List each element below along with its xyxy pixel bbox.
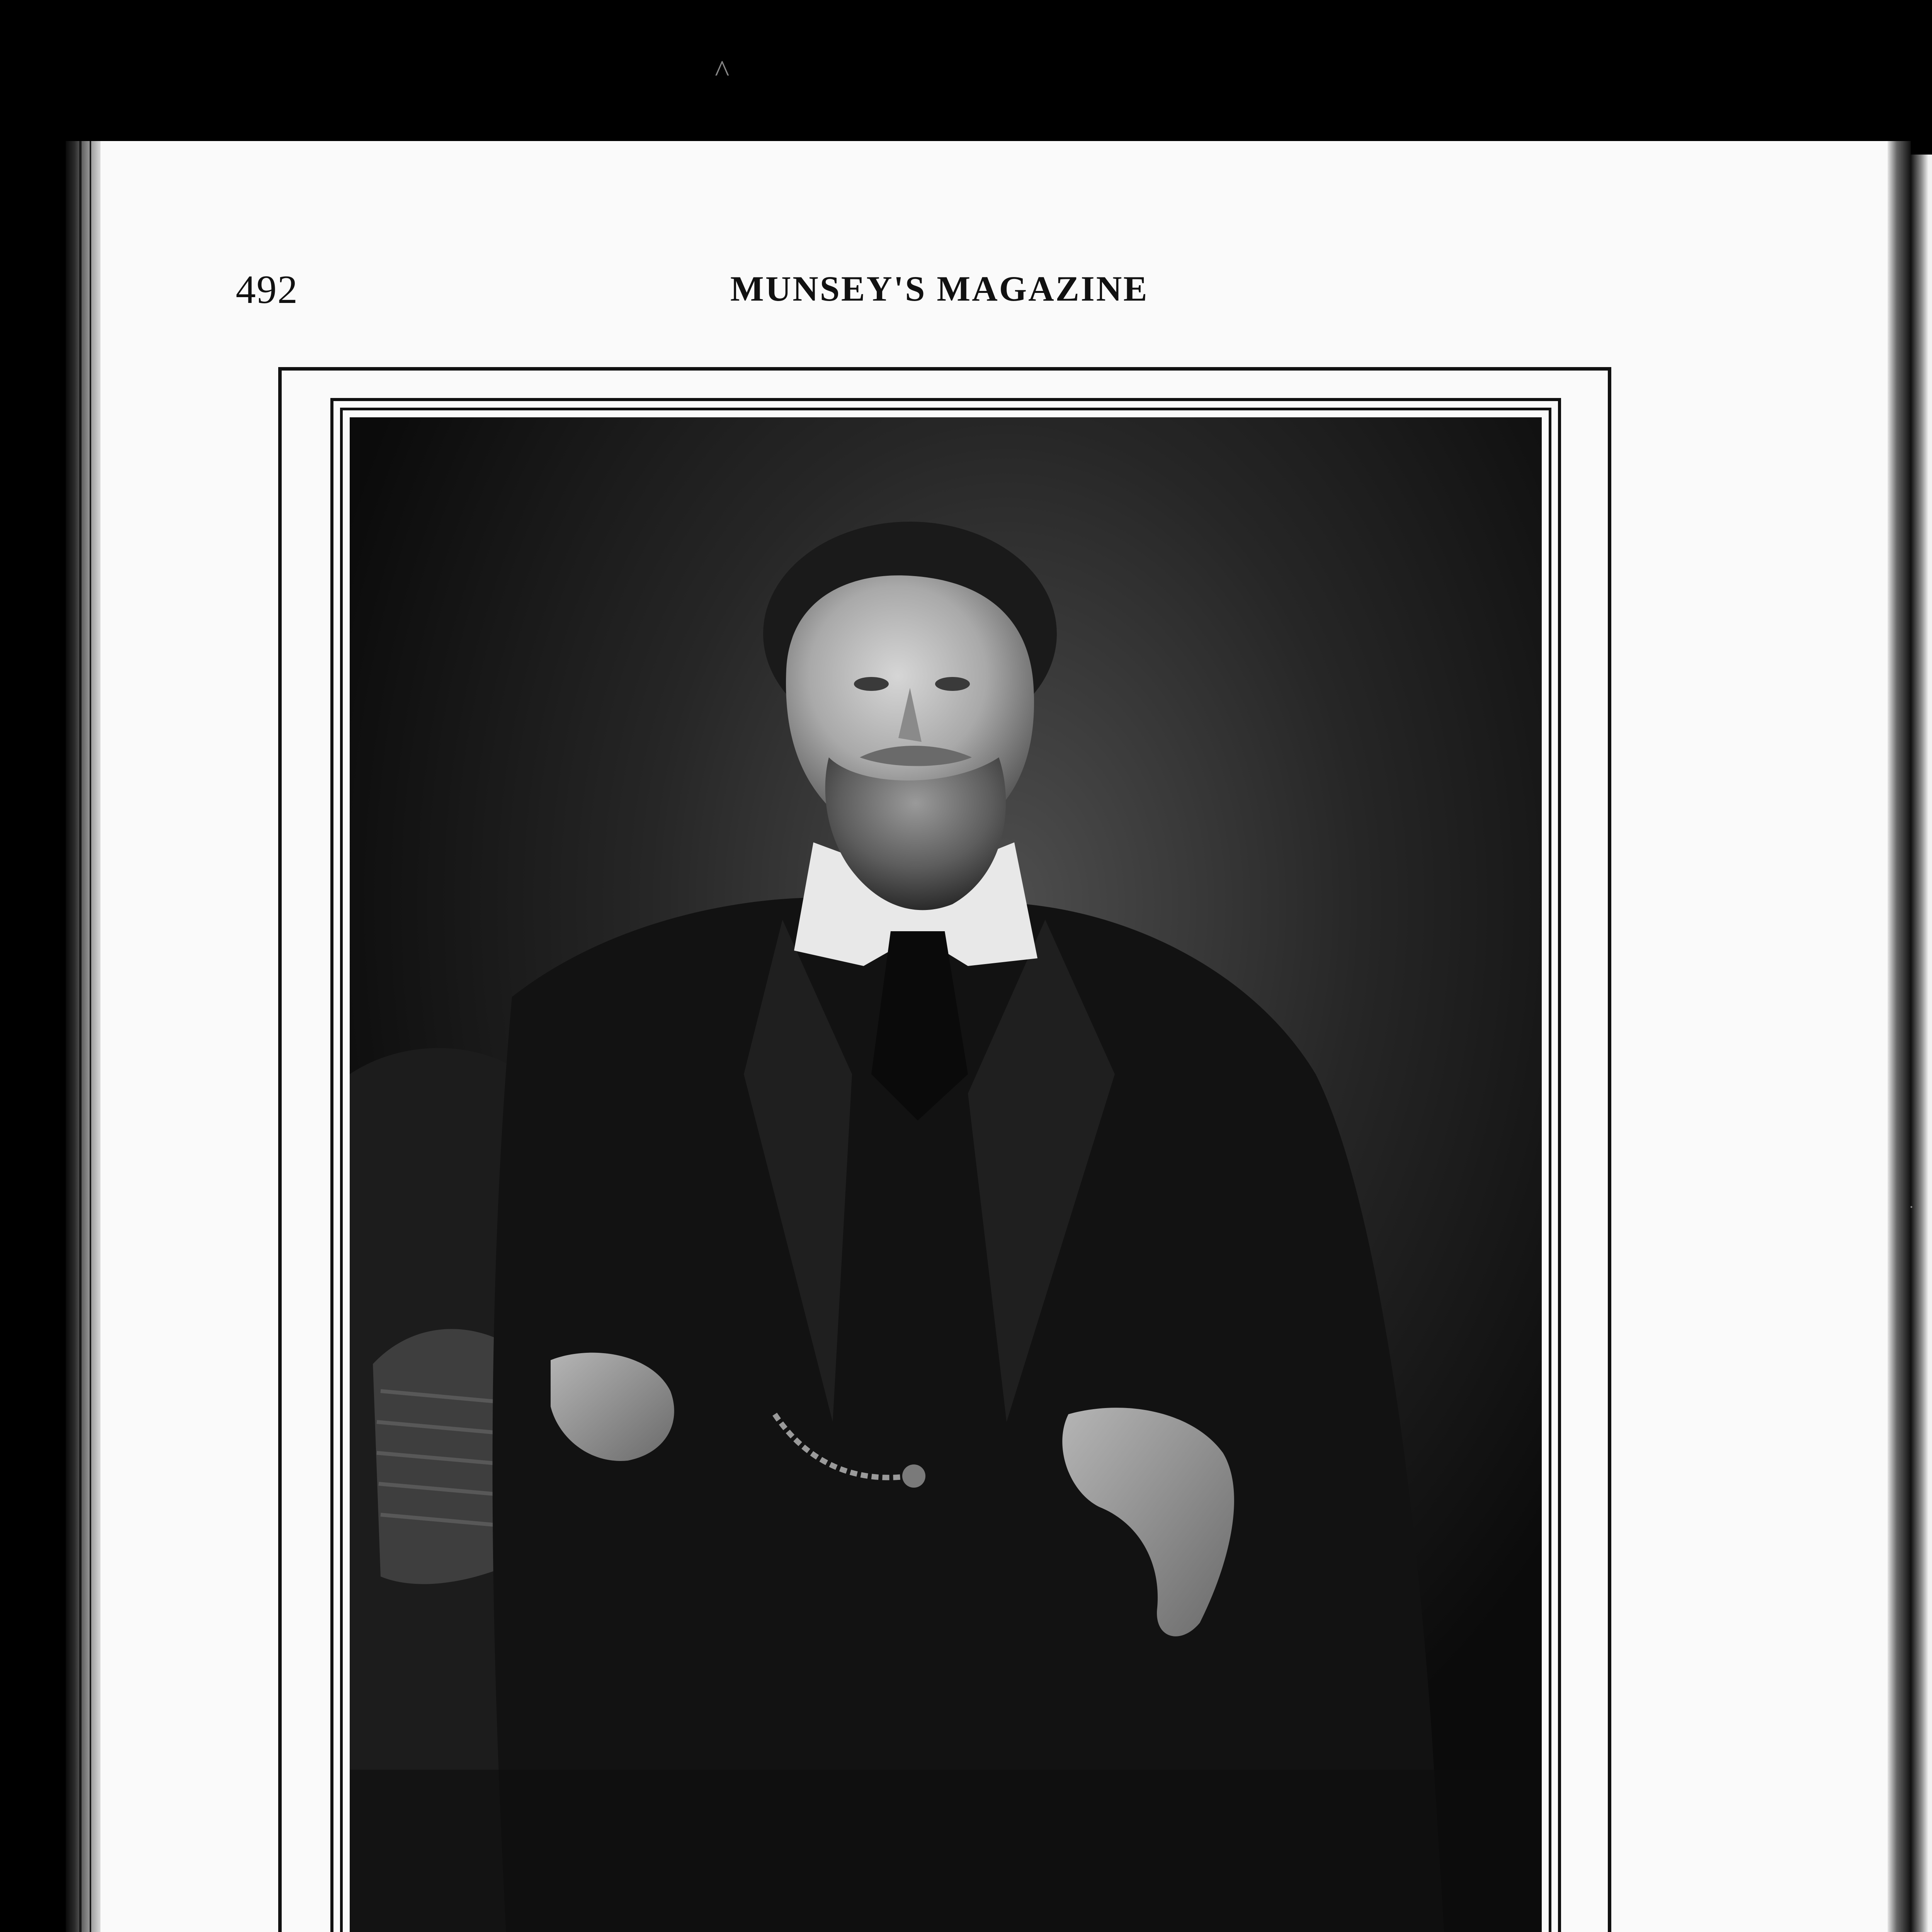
page-number: 492: [236, 267, 298, 312]
scan-speck: ·: [1909, 1198, 1914, 1216]
gutter-line: [90, 141, 91, 1932]
eye: [935, 677, 970, 691]
photo-lower-shadow: [350, 1770, 1542, 1932]
eye: [854, 677, 889, 691]
facing-page-shadow: [1911, 155, 1928, 1932]
watch-fob: [902, 1464, 925, 1488]
page-right-edge: [1888, 141, 1911, 1932]
page-gutter-shadow: [66, 141, 100, 1932]
running-head: MUNSEY'S MAGAZINE: [730, 269, 1149, 308]
portrait-photo: [350, 417, 1542, 1932]
gutter-line: [79, 141, 82, 1932]
scan-speck: ^: [715, 54, 730, 88]
